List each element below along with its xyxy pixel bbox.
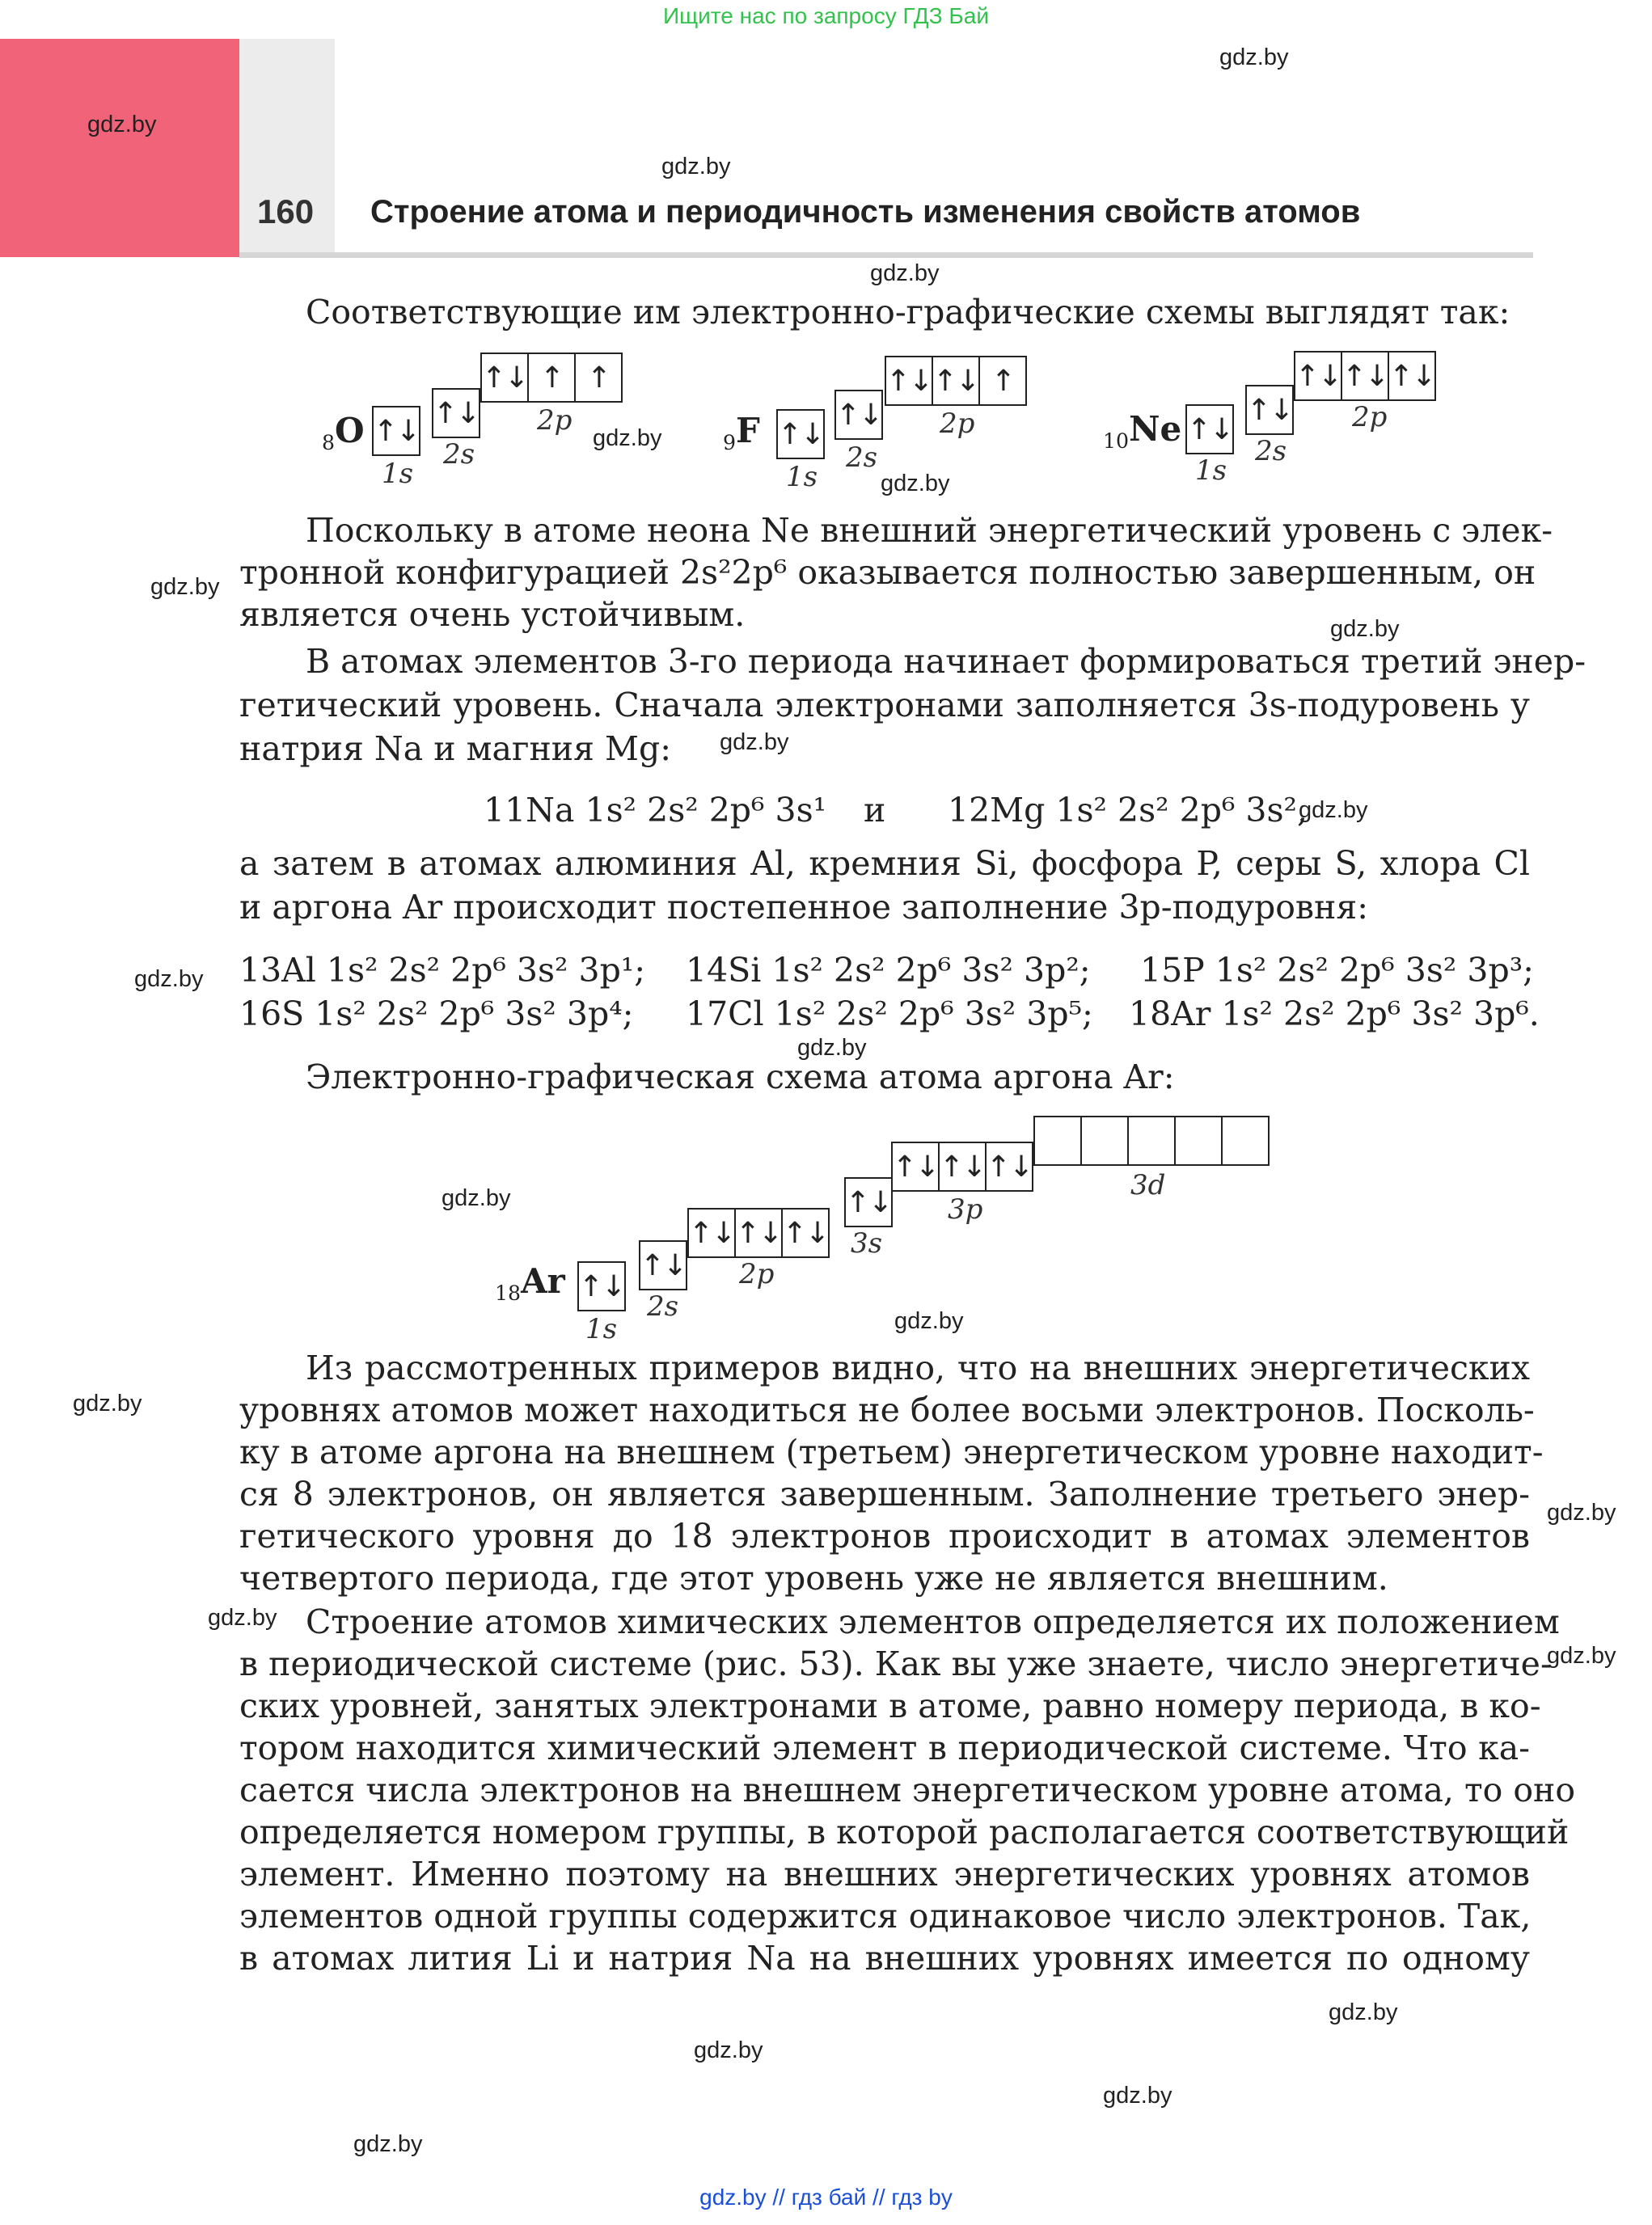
orbital-3p: ↑↓ ↑↓ ↑↓ [891,1142,1033,1192]
symbol-Ne: $_{10}$Ne [1103,409,1182,453]
text-line: в периодической системе (рис. 53). Как вы уже знаете, число энергетиче- [239,1644,1552,1683]
watermark: gdz.by [1329,1999,1398,2025]
text-line: гетический уровень. Сначала электронами заполняется 3s-подуровень у [239,686,1530,724]
label-2s: 2s [846,441,878,474]
text-line: тронной конфигурацией 2s²2p⁶ оказывается полностью завершенным, он [239,553,1536,592]
orbital-2p: ↑↓ ↑↓ ↑ [885,356,1027,406]
text-line: В атомах элементов 3-го периода начинает формироваться третий энер- [306,642,1587,681]
symbol-F: $_9$F [723,411,760,454]
label-2s: 2s [443,438,475,471]
text-line: гетического уровня до 18 электронов происходит в атомах элементов [239,1517,1530,1556]
text-line: Поскольку в атоме неона Ne внешний энергетический уровень с элек- [306,511,1553,550]
label-1s: 1s [382,458,414,490]
watermark: gdz.by [1547,1500,1616,1526]
text-line: в атомах лития Li и натрия Na на внешних уровнях имеется по одному [239,1939,1530,1978]
text-line: ку в атоме аргона на внешнем (третьем) энергетическом уровне находит- [239,1433,1544,1471]
orbital-2s: ↑↓ [432,388,480,438]
text-line: уровнях атомов может находиться не более восьми электронов. Посколь- [239,1391,1535,1429]
text-line: Из рассмотренных примеров видно, что на внешних энергетических [306,1349,1530,1387]
page-title: Строение атома и периодичность изменения свойств атомов [370,194,1361,230]
header-rule [239,252,1533,258]
text-line: и аргона Ar происходит постепенное заполнение 3p-подуровня: [239,888,1369,927]
watermark: gdz.by [797,1035,867,1061]
formula-Si: 14Si 1s² 2s² 2p⁶ 3s² 3p²; [686,951,1091,990]
label-3d: 3d [1130,1169,1166,1201]
orbital-1s: ↑↓ [1185,404,1234,454]
formula-S: 16S 1s² 2s² 2p⁶ 3s² 3p⁴; [239,994,634,1033]
orbital-1s: ↑↓ [776,409,825,459]
label-2p: 2p [739,1258,775,1290]
label-2s: 2s [1255,435,1287,467]
text-line: тором находится химический элемент в периодической системе. Что ка- [239,1729,1530,1767]
label-2s: 2s [647,1290,679,1323]
watermark: gdz.by [661,154,731,179]
label-3s: 3s [851,1227,883,1260]
watermark: gdz.by [87,112,157,137]
ar-scheme-caption: Электронно-графическая схема атома аргона Ar: [306,1058,1175,1096]
label-1s: 1s [786,461,818,493]
formula-Cl: 17Cl 1s² 2s² 2p⁶ 3s² 3p⁵; [686,994,1093,1033]
watermark: gdz.by [593,425,662,451]
watermark: gdz.by [870,260,940,286]
formula-Na: 11Na 1s² 2s² 2p⁶ 3s¹ [484,791,827,830]
formula-Ar: 18Ar 1s² 2s² 2p⁶ 3s² 3p⁶. [1129,994,1540,1033]
label-2p: 2p [940,407,975,440]
watermark: gdz.by [442,1185,511,1211]
text-line: ся 8 электронов, он является завершенным. Заполнение третьего энер- [239,1475,1530,1514]
orbital-2s: ↑↓ [834,390,883,440]
label-2p: 2p [1352,401,1388,433]
intro-line: Соответствующие им электронно-графические схемы выглядят так: [306,293,1510,331]
watermark: gdz.by [1219,44,1289,70]
page-number: 160 [257,192,315,230]
watermark: gdz.by [208,1605,277,1631]
orbital-1s: ↑↓ [372,406,420,456]
orbital-3d [1033,1116,1270,1166]
formula-and: и [864,791,886,830]
text-line: элементов одной группы содержится одинаковое число электронов. Так, [239,1897,1532,1936]
text-line: является очень устойчивым. [239,595,746,634]
orbital-2p: ↑↓ ↑ ↑ [480,353,623,403]
label-1s: 1s [1195,454,1227,487]
label-1s: 1s [585,1313,618,1345]
watermark: gdz.by [720,729,789,755]
accent-bar [0,39,239,257]
text-line: натрия Na и магния Mg: [239,729,672,768]
watermark: gdz.by [150,574,220,600]
watermark: gdz.by [694,2037,763,2063]
watermark: gdz.by [134,966,204,992]
watermark: gdz.by [1330,616,1400,642]
text-line: сается числа электронов на внешнем энергетическом уровне атома, то оно [239,1771,1576,1809]
orbital-1s: ↑↓ [577,1261,626,1311]
watermark: gdz.by [353,2131,423,2157]
label-3p: 3p [948,1193,983,1226]
text-line: определяется номером группы, в которой располагается соответствующий [239,1813,1570,1851]
orbital-2s: ↑↓ [1245,385,1294,435]
text-line: Строение атомов химических элементов определяется их положением [306,1602,1560,1641]
symbol-O: $_8$O [322,411,365,454]
text-line: а затем в атомах алюминия Al, кремния Si, фосфора P, серы S, хлора Cl [239,844,1530,883]
text-line: элемент. Именно поэтому на внешних энергетических уровнях атомов [239,1855,1530,1894]
text-line: четвертого периода, где этот уровень уже не является внешним. [239,1559,1388,1598]
label-2p: 2p [537,404,572,437]
orbital-2p: ↑↓ ↑↓ ↑↓ [687,1208,830,1258]
orbital-3s: ↑↓ [844,1177,893,1227]
text-line: ских уровней, занятых электронами в атоме, равно номеру периода, в ко- [239,1687,1541,1725]
watermark: gdz.by [881,471,950,496]
watermark: gdz.by [1547,1643,1616,1669]
orbital-2s: ↑↓ [639,1240,687,1290]
watermark: gdz.by [894,1308,964,1334]
footer-links[interactable]: gdz.by // гдз бай // гдз by [699,2185,953,2210]
orbital-2p: ↑↓ ↑↓ ↑↓ [1294,351,1436,401]
watermark: gdz.by [73,1391,142,1416]
watermark: gdz.by [1103,2083,1172,2109]
top-search-note: Ищите нас по запросу ГДЗ Бай [662,3,990,28]
formula-Mg: 12Mg 1s² 2s² 2p⁶ 3s², [948,791,1308,830]
watermark: gdz.by [1299,797,1368,823]
symbol-Ar: $_{18}$Ar [495,1261,565,1305]
formula-P: 15P 1s² 2s² 2p⁶ 3s² 3p³; [1140,951,1534,990]
formula-Al: 13Al 1s² 2s² 2p⁶ 3s² 3p¹; [239,951,646,990]
